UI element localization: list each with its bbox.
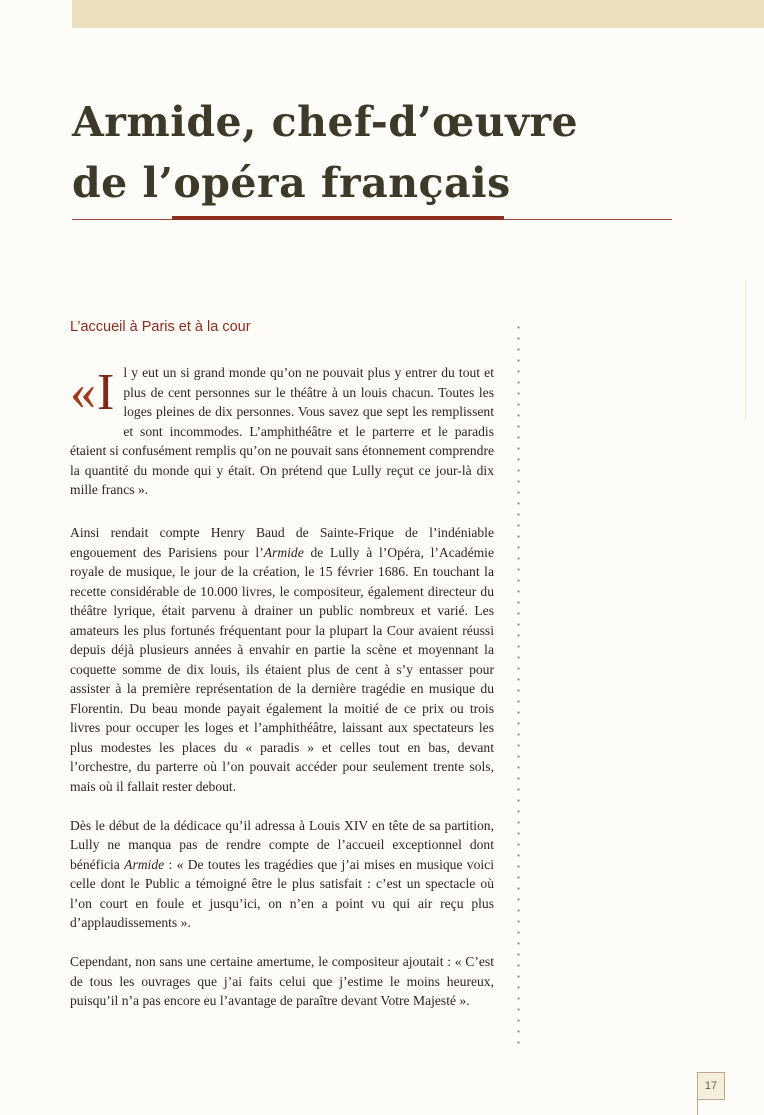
page-edge-shadow xyxy=(745,280,746,420)
dotted-column-divider xyxy=(517,322,520,1044)
opening-quote-paragraph xyxy=(70,363,494,500)
section-heading: L’accueil à Paris et à la cour xyxy=(70,319,251,335)
body-text xyxy=(70,523,494,1030)
body-paragraph-3: Cependant, non sans une certaine amertume, le compositeur ajoutait : « C’est de tous les ouvrages que j’ai faits celui que j’estime le moins heureux, puisqu’il n’a pas encore eu l’avantage de paraître devant Votre Majesté ». xyxy=(70,954,494,1008)
body-paragraph-2: Dès le début de la dédicace qu’il adressa à Louis XIV en tête de sa partition, Lully ne manqua pas de rendre compte de l’accueil exceptionnel dont bénéficia Armide : « De toutes les tragédies que j’ai mises en musique voici celle dont le Public a témoigné être le plus satisfait : c’est un spectacle où l’on court en foule et jusqu’ici, on n’en a point vu qui air reçu plus d’applaudissements ». xyxy=(70,817,494,930)
title-line-1: Armide, chef-d’œuvre xyxy=(72,98,579,146)
body-paragraph-1: Ainsi rendait compte Henry Baud de Sainte-Frique de l’indéniable engouement des Parisiens pour l’Armide de Lully à l’Opéra, l’Académie royale de musique, le jour de la création, le 15 février 1686. En touchant la recette considérable de 10.000 livres, le compositeur, également directeur du théâtre lyrique, était parvenu à drainer un public nombreux et varié. Les amateurs les plus fortunés fréquentant pour la plupart la Cour avaient réussi depuis déjà plusieurs années à envahir en partie la scène et moyennant la coquette somme de dix louis, ils étaient plus de cent à s’y entasser pour assister à la première représentation de la dernière tragédie en musique du Florentin. Du beau monde payait également la moitié de ce prix ou trois livres pour occuper les loges et l’amphithéâtre, laissant aux spectateurs les plus modestes les places du « paradis » et celles tout en bas, devant l’orchestre, du parterre où l’on pouvait accéder pour seulement trente sols, mais où il fallait rester debout. xyxy=(70,525,494,794)
page-title xyxy=(72,92,672,214)
opening-quote-text: l y eut un si grand monde qu’on ne pouvait plus y entrer du tout et plus de cent personnes sur le théâtre à un louis chacun. Toutes les loges pleines de dix personnes. Vous savez que sept les remplissent et sont incommodes. L’amphithéâtre et le parterre et le paradis étaient si confusément remplis qu’on ne pouvait sans étonnement comprendre la quantité du monde qui y était. On prétend que Lully reçut ce jour-là dix mille francs ». xyxy=(70,365,494,497)
title-line-2: de l’opéra français xyxy=(72,159,511,207)
drop-cap: «I xyxy=(70,364,116,421)
page-number-rule xyxy=(697,1098,698,1115)
title-accent-rule xyxy=(172,216,504,220)
top-color-band xyxy=(72,0,764,28)
page-number: 17 xyxy=(697,1072,725,1100)
